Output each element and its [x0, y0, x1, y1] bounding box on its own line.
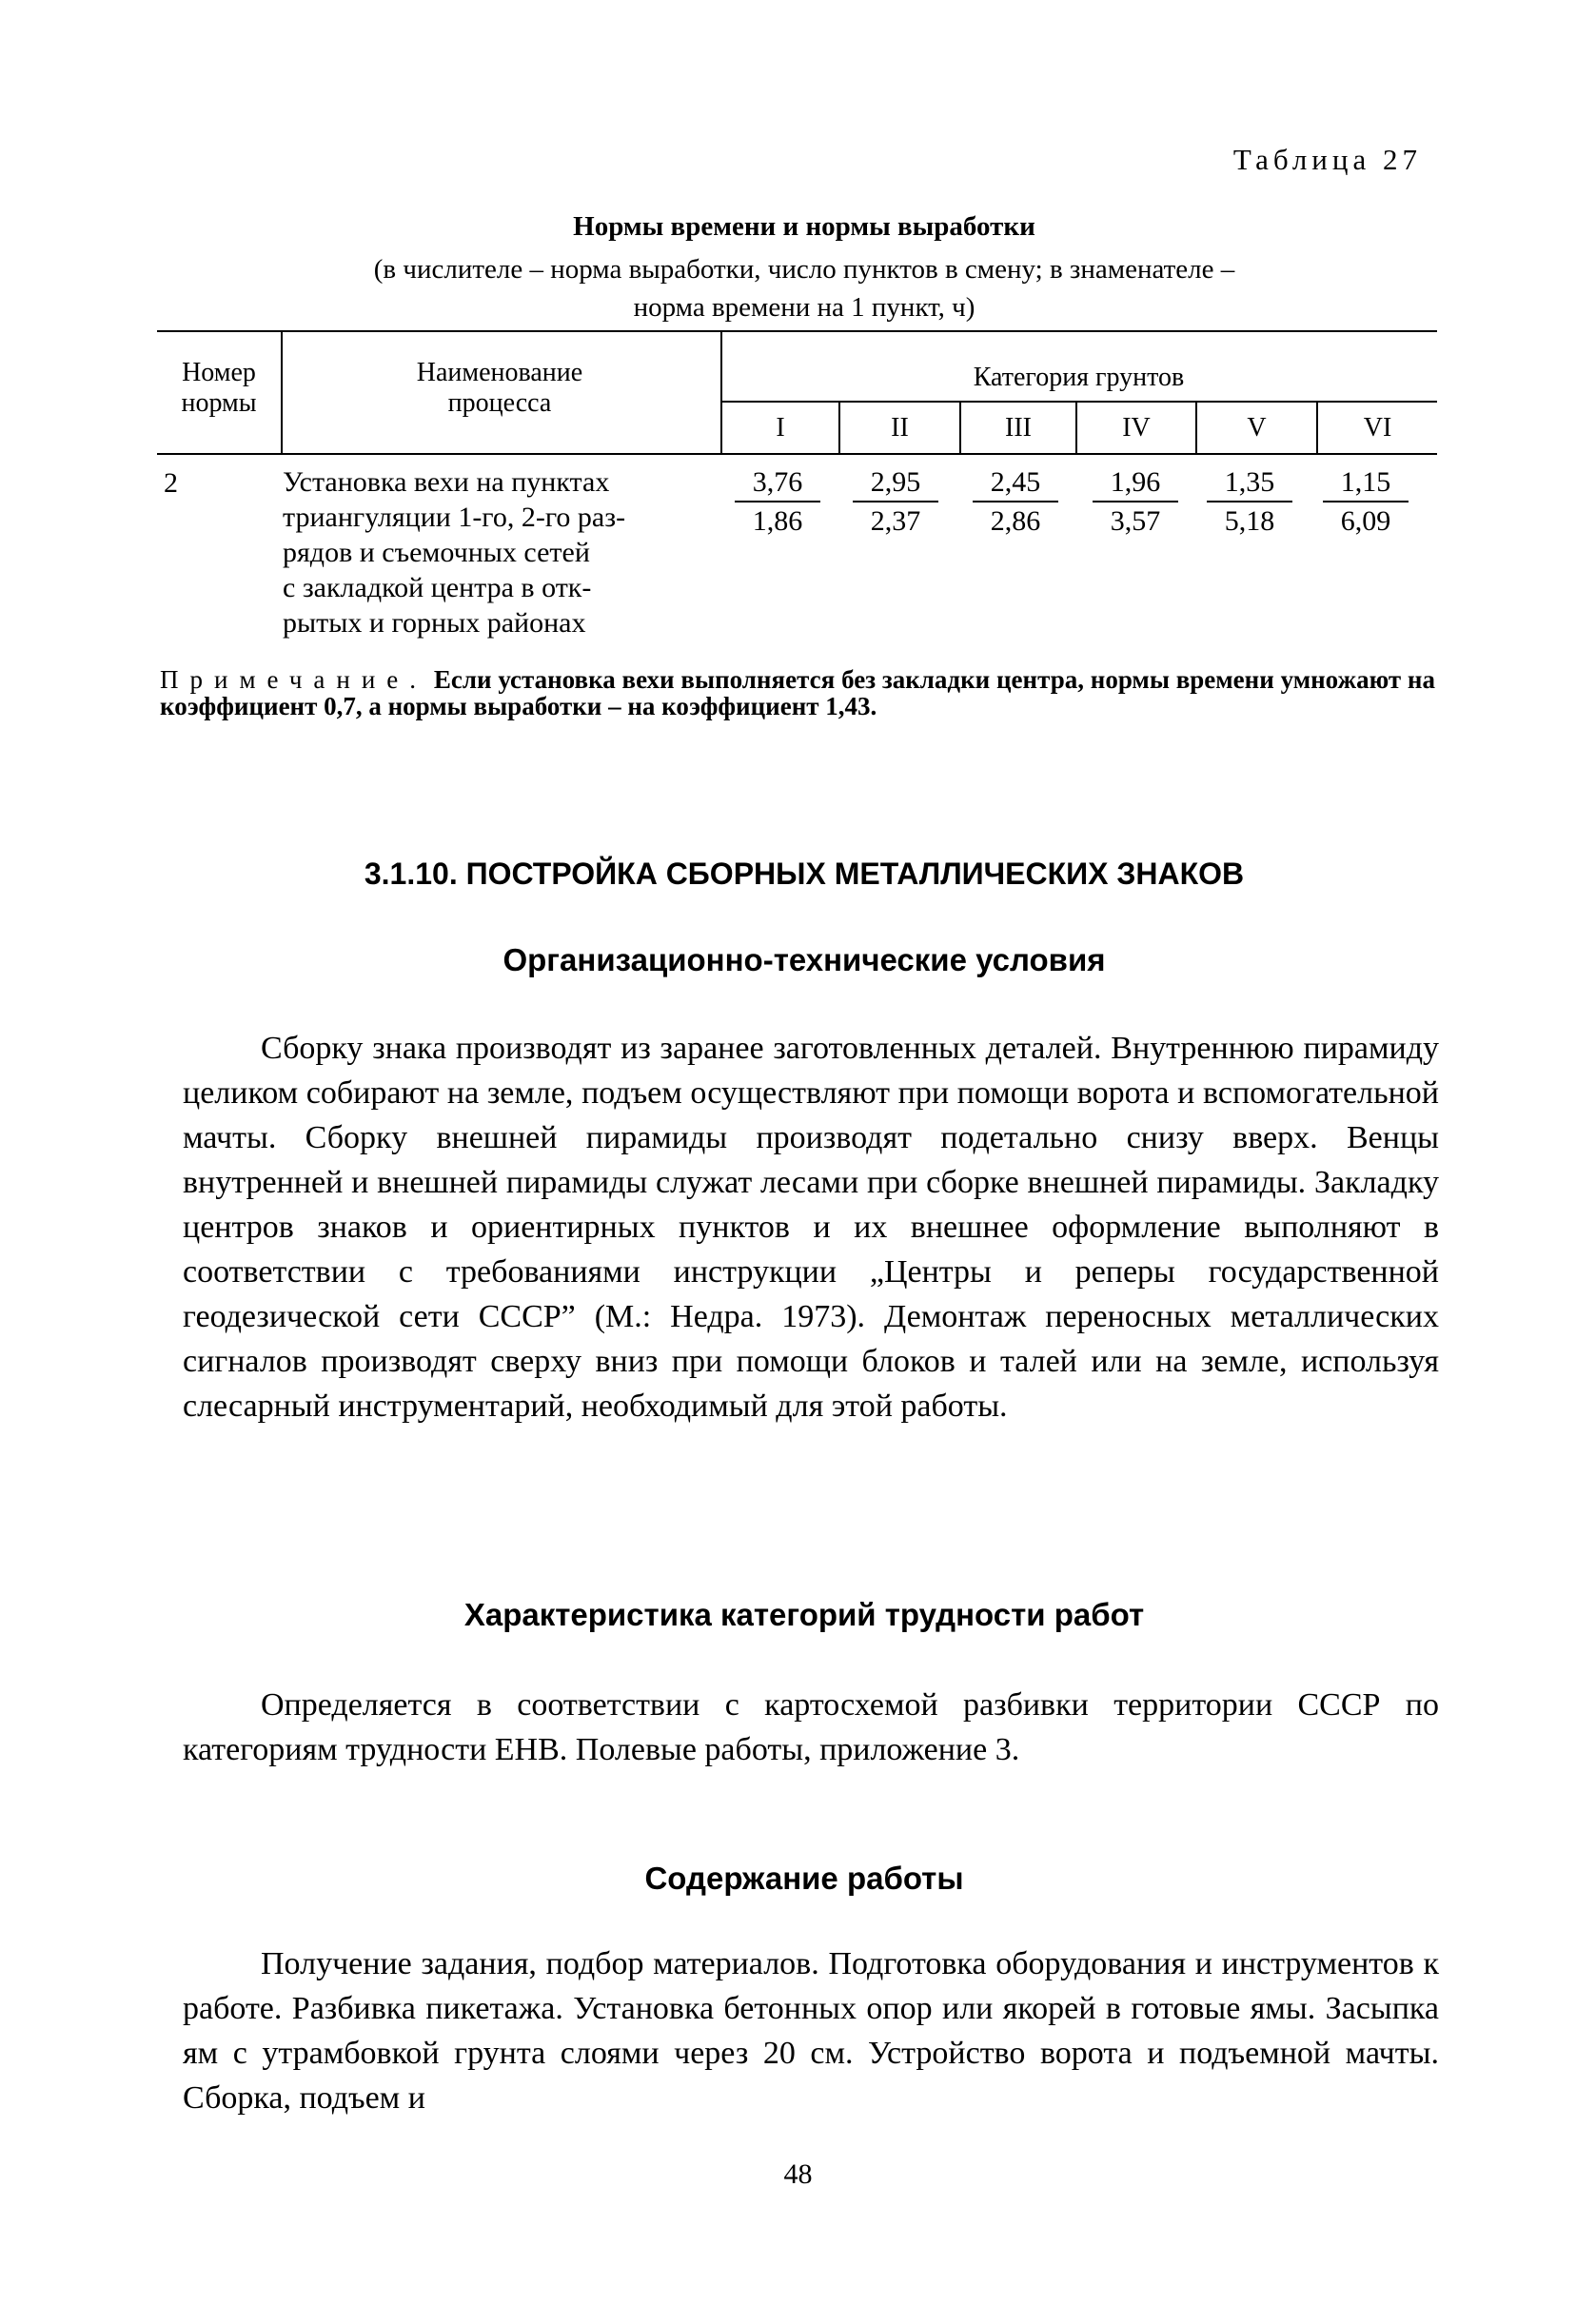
- category-3: III: [1005, 413, 1032, 443]
- value-cat-5: [1207, 464, 1292, 541]
- paragraph-content: Получение задания, подбор материалов. Подготовка оборудования и инструментов к работе. Разбивка пикетажа. Установка бетонных опор или якорей в готовые ямы. Засыпка ям с утрамбовкой грунта слоями через 20 см. Устройство ворота и подъемной мачты. Сборка, подъем и: [183, 1946, 1439, 2116]
- row-number: 2: [164, 467, 178, 499]
- col-number-header: Номер нормы: [181, 358, 257, 418]
- table-top-rule: [157, 330, 1437, 332]
- denominator-cat-5: 5,18: [1224, 505, 1275, 537]
- subheading-conditions: Организационно-технические условия: [502, 942, 1106, 977]
- table-label: Таблица 27: [1232, 143, 1422, 176]
- category-1: I: [776, 413, 785, 443]
- numerator-cat-5: 1,35: [1207, 464, 1292, 502]
- table-divider-1: [281, 331, 283, 453]
- subheading-content: Содержание работы: [644, 1861, 964, 1896]
- numerator-cat-2: 2,95: [853, 464, 938, 502]
- table-category-rule: [720, 401, 1437, 403]
- row-process-line-3: рядов и съемочных сетей: [283, 537, 590, 568]
- value-cat-1: [735, 464, 820, 541]
- category-6: VI: [1363, 413, 1392, 443]
- category-5: V: [1247, 413, 1267, 443]
- value-cat-3: [973, 464, 1058, 541]
- numerator-cat-3: 2,45: [973, 464, 1058, 502]
- col-category-header: Категория грунтов: [973, 363, 1185, 392]
- row-process-line-2: триангуляции 1-го, 2-го раз-: [283, 502, 626, 533]
- value-cat-4: [1093, 464, 1178, 541]
- category-2: II: [891, 413, 909, 443]
- denominator-cat-2: 2,37: [870, 505, 921, 537]
- table-header-bottom-rule: [157, 453, 1437, 455]
- numerator-cat-1: 3,76: [735, 464, 820, 502]
- table-subtitle-line-1: (в числителе – норма выработки, число пунктов в смену; в знаменателе –: [373, 254, 1235, 285]
- value-cat-2: [853, 464, 938, 541]
- row-process-line-1: Установка вехи на пунктах: [283, 466, 610, 498]
- denominator-cat-1: 1,86: [752, 505, 803, 537]
- table-subtitle-line-2: норма времени на 1 пункт, ч): [633, 292, 975, 323]
- row-process-line-4: с закладкой центра в отк-: [283, 572, 592, 603]
- denominator-cat-4: 3,57: [1110, 505, 1161, 537]
- note-text: Если установка вехи выполняется без закладки центра, нормы времени умножают на коэффициент 0,7, а нормы выработки – на коэффициент 1,43.: [160, 665, 1435, 720]
- table-note: [160, 666, 1435, 719]
- category-4: IV: [1122, 413, 1151, 443]
- value-cat-6: [1323, 464, 1409, 541]
- table-subtitle: [152, 250, 1456, 326]
- paragraph-conditions: Сборку знака производят из заранее заготовленных деталей. Внутреннюю пирамиду целиком собирают на земле, подъем осуществляют при помощи ворота и вспомогательной мачты. Сборку внешней пирамиды производят подетально снизу вверх. Венцы внутренней и внешней пирамиды служат лесами при сборке внешней пирамиды. Закладку центров знаков и ориентирных пунктов и их внешнее оформление выполняют в соответствии с требованиями инструкции „Центры и реперы государственной геодезической сети СССР” (М.: Недра. 1973). Демонтаж переносных металлических сигналов производят сверху вниз при помощи блоков и талей или на земле, используя слесарный инструментарий, необходимый для этой работы.: [183, 1031, 1439, 1424]
- numerator-cat-4: 1,96: [1093, 464, 1178, 502]
- row-process-line-5: рытых и горных районах: [283, 607, 586, 639]
- subheading-difficulty: Характеристика категорий трудности работ: [463, 1597, 1145, 1632]
- paragraph-difficulty: Определяется в соответствии с картосхемой разбивки территории СССР по категориям трудности ЕНВ. Полевые работы, приложение 3.: [183, 1687, 1439, 1767]
- col-process-header: Наименование процесса: [416, 358, 583, 418]
- page-number: 48: [783, 2158, 813, 2190]
- numerator-cat-6: 1,15: [1323, 464, 1409, 502]
- denominator-cat-6: 6,09: [1340, 505, 1391, 537]
- row-process: [283, 464, 720, 640]
- note-label: Примечание.: [160, 665, 428, 694]
- section-title: 3.1.10. ПОСТРОЙКА СБОРНЫХ МЕТАЛЛИЧЕСКИХ ЗНАКОВ: [364, 857, 1245, 891]
- denominator-cat-3: 2,86: [990, 505, 1041, 537]
- table-title: Нормы времени и нормы выработки: [573, 211, 1035, 242]
